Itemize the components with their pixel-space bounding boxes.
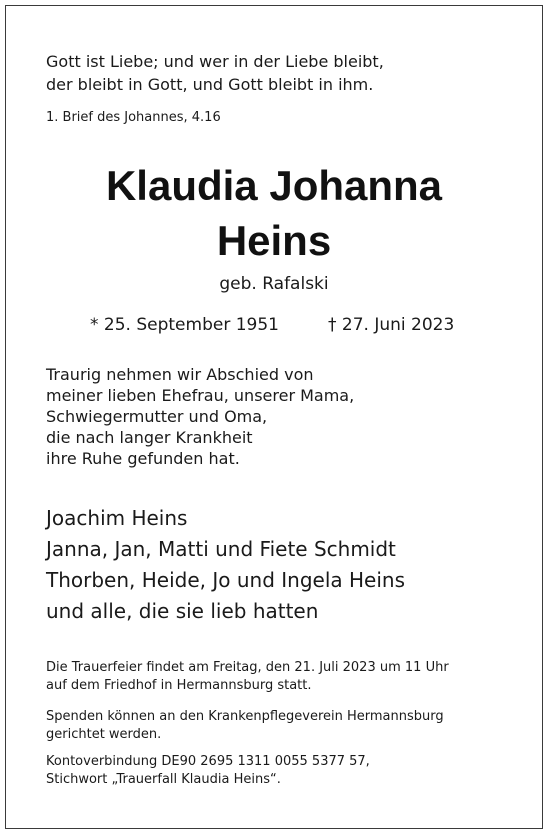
verse-reference: 1. Brief des Johannes, 4.16	[46, 110, 221, 125]
message-line: ihre Ruhe gefunden hat.	[46, 449, 240, 468]
birth-date: * 25. September 1951	[90, 315, 279, 335]
account-info	[46, 753, 370, 789]
farewell-message	[46, 364, 354, 469]
mourner-line: Joachim Heins	[46, 506, 188, 530]
mourner-line: Thorben, Heide, Jo und Ingela Heins	[46, 568, 405, 592]
mourner-line: Janna, Jan, Matti und Fiete Schmidt	[46, 537, 396, 561]
message-line: meiner lieben Ehefrau, unserer Mama,	[46, 386, 355, 405]
funeral-line: Die Trauerfeier findet am Freitag, den 21. Juli 2023 um 11 Uhr	[46, 660, 449, 675]
donation-line: gerichtet werden.	[46, 727, 162, 742]
donation-info	[46, 708, 444, 744]
obituary-card	[5, 5, 543, 829]
deceased-name-last: Heins	[216, 217, 332, 264]
mourners-list	[46, 503, 405, 627]
death-date: † 27. Juni 2023	[328, 315, 455, 335]
account-line: Kontoverbindung DE90 2695 1311 0055 5377 57,	[46, 754, 370, 769]
verse-line: Gott ist Liebe; und wer in der Liebe bleibt,	[46, 52, 384, 71]
funeral-line: auf dem Friedhof in Hermannsburg statt.	[46, 678, 312, 693]
funeral-info	[46, 659, 449, 695]
verse-line: der bleibt in Gott, und Gott bleibt in ihm.	[46, 75, 374, 94]
bible-verse	[46, 50, 384, 96]
message-line: Traurig nehmen wir Abschied von	[46, 365, 314, 384]
donation-line: Spenden können an den Krankenpflegeverein Hermannsburg	[46, 709, 444, 724]
deceased-name-first: Klaudia Johanna	[105, 162, 443, 209]
account-line: Stichwort „Trauerfall Klaudia Heins“.	[46, 772, 281, 787]
message-line: die nach langer Krankheit	[46, 428, 253, 447]
mourner-line: und alle, die sie lieb hatten	[46, 599, 319, 623]
message-line: Schwiegermutter und Oma,	[46, 407, 268, 426]
birth-name: geb. Rafalski	[219, 274, 329, 294]
